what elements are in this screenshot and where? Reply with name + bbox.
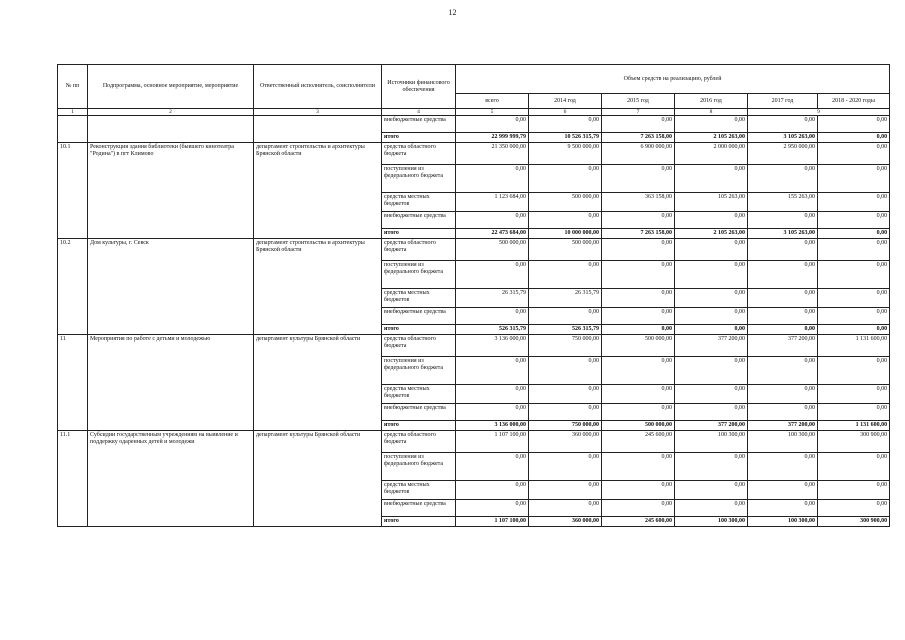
cell-amount: 0,00	[748, 116, 818, 133]
col-index: 7	[602, 109, 675, 116]
cell-name: Дом культуры, г. Севск	[88, 239, 254, 335]
cell-source: внебюджетные средства	[382, 212, 456, 229]
cell-amount: 0,00	[456, 481, 529, 500]
cell-amount: 0,00	[675, 325, 748, 335]
cell-amount: 750 000,00	[529, 421, 602, 431]
column-index-row	[58, 109, 890, 116]
cell-amount: 0,00	[602, 116, 675, 133]
cell-no: 10.2	[58, 239, 88, 335]
cell-amount: 0,00	[675, 481, 748, 500]
cell-source: итого	[382, 517, 456, 527]
cell-name: Реконструкция здания библиотеки (бывшего кинотеатра "Родина") в пгт Климово	[88, 143, 254, 239]
cell-amount: 300 900,00	[818, 431, 890, 453]
cell-source: итого	[382, 421, 456, 431]
cell-source: итого	[382, 229, 456, 239]
cell-amount: 0,00	[675, 212, 748, 229]
col-index: 9	[748, 109, 890, 116]
cell-amount: 750 000,00	[529, 335, 602, 357]
cell-amount: 500 000,00	[529, 193, 602, 212]
col-index: 5	[456, 109, 529, 116]
cell-source: средства местных бюджетов	[382, 289, 456, 308]
col-index: 8	[675, 109, 748, 116]
cell-name: Мероприятия по работе с детьми и молодежью	[88, 335, 254, 431]
table-row	[58, 335, 890, 357]
cell-amount: 500 000,00	[602, 335, 675, 357]
cell-amount: 0,00	[748, 481, 818, 500]
cell-amount: 1 107 100,00	[456, 517, 529, 527]
cell-amount: 3 136 000,00	[456, 335, 529, 357]
cell-amount: 26 315,79	[529, 289, 602, 308]
cell-amount: 1 131 600,00	[818, 421, 890, 431]
cell-amount: 2 105 263,00	[675, 133, 748, 143]
col-index: 6	[529, 109, 602, 116]
col-index: 4	[382, 109, 456, 116]
cell-amount: 100 300,00	[748, 431, 818, 453]
cell-executor: департамент культуры Брянской области	[254, 431, 382, 527]
cell-amount: 0,00	[529, 212, 602, 229]
cell-amount: 21 350 000,00	[456, 143, 529, 165]
cell-source: средства областного бюджета	[382, 431, 456, 453]
cell-name	[88, 116, 254, 143]
cell-amount: 0,00	[818, 289, 890, 308]
cell-amount: 3 105 263,00	[748, 133, 818, 143]
cell-amount: 0,00	[529, 404, 602, 421]
cell-source: средства местных бюджетов	[382, 481, 456, 500]
col-header-2014: 2014 год	[529, 94, 602, 109]
cell-amount: 0,00	[818, 239, 890, 261]
cell-amount: 245 600,00	[602, 431, 675, 453]
col-header-program: Подпрограмма, основное мероприятие, мероприятие	[88, 65, 254, 109]
funding-table	[57, 64, 890, 527]
cell-amount: 500 000,00	[456, 239, 529, 261]
cell-amount: 0,00	[748, 453, 818, 481]
cell-amount: 0,00	[456, 308, 529, 325]
cell-no: 11.1	[58, 431, 88, 527]
cell-amount: 0,00	[818, 229, 890, 239]
cell-source: поступления из федерального бюджета	[382, 453, 456, 481]
cell-amount: 10 526 315,79	[529, 133, 602, 143]
page-number: 12	[448, 8, 457, 17]
cell-amount: 0,00	[529, 308, 602, 325]
cell-executor: департамент строительства и архитектуры Брянской области	[254, 143, 382, 239]
cell-amount: 300 900,00	[818, 517, 890, 527]
cell-amount: 0,00	[456, 261, 529, 289]
cell-amount: 0,00	[529, 453, 602, 481]
cell-source: средства областного бюджета	[382, 239, 456, 261]
col-header-2017: 2017 год	[748, 94, 818, 109]
cell-amount: 0,00	[818, 143, 890, 165]
cell-amount: 0,00	[748, 289, 818, 308]
header-row	[58, 65, 890, 94]
cell-amount: 2 950 000,00	[748, 143, 818, 165]
cell-amount: 0,00	[602, 453, 675, 481]
cell-source: поступления из федерального бюджета	[382, 357, 456, 385]
cell-amount: 0,00	[602, 165, 675, 193]
cell-amount: 0,00	[529, 500, 602, 517]
cell-amount: 0,00	[748, 165, 818, 193]
cell-no	[58, 116, 88, 143]
col-index: 3	[254, 109, 382, 116]
cell-amount: 377 200,00	[748, 335, 818, 357]
cell-amount: 0,00	[675, 289, 748, 308]
cell-amount: 3 136 000,00	[456, 421, 529, 431]
cell-amount: 0,00	[818, 453, 890, 481]
cell-amount: 2 000 000,00	[675, 143, 748, 165]
cell-source: итого	[382, 325, 456, 335]
cell-amount: 360 000,00	[529, 431, 602, 453]
table-body	[58, 116, 890, 527]
cell-amount: 0,00	[602, 308, 675, 325]
cell-amount: 0,00	[456, 385, 529, 404]
cell-amount: 100 300,00	[675, 431, 748, 453]
cell-amount: 0,00	[748, 404, 818, 421]
col-header-2015: 2015 год	[602, 94, 675, 109]
col-header-volume: Объем средств на реализацию, рублей	[456, 65, 890, 94]
cell-amount: 100 300,00	[675, 517, 748, 527]
cell-amount: 0,00	[602, 261, 675, 289]
cell-amount: 0,00	[456, 453, 529, 481]
col-header-executor: Ответственный исполнитель, соисполнители	[254, 65, 382, 109]
cell-amount: 0,00	[748, 308, 818, 325]
cell-amount: 0,00	[602, 325, 675, 335]
cell-source: внебюджетные средства	[382, 308, 456, 325]
cell-amount: 0,00	[529, 165, 602, 193]
cell-amount: 0,00	[602, 385, 675, 404]
cell-no: 11	[58, 335, 88, 431]
table-row	[58, 431, 890, 453]
col-header-2018-2020: 2018 - 2020 годы	[818, 94, 890, 109]
cell-source: средства местных бюджетов	[382, 385, 456, 404]
cell-source: поступления из федерального бюджета	[382, 261, 456, 289]
cell-amount: 0,00	[456, 357, 529, 385]
cell-amount: 0,00	[675, 453, 748, 481]
col-index: 2	[88, 109, 254, 116]
cell-amount: 0,00	[456, 212, 529, 229]
cell-amount: 0,00	[602, 404, 675, 421]
cell-amount: 377 200,00	[675, 335, 748, 357]
table-row	[58, 116, 890, 133]
cell-amount: 100 300,00	[748, 517, 818, 527]
cell-amount: 0,00	[748, 261, 818, 289]
cell-no: 10.1	[58, 143, 88, 239]
cell-source: итого	[382, 133, 456, 143]
cell-amount: 377 200,00	[748, 421, 818, 431]
cell-amount: 377 200,00	[675, 421, 748, 431]
cell-amount: 0,00	[818, 404, 890, 421]
cell-amount: 245 600,00	[602, 517, 675, 527]
table-row	[58, 239, 890, 261]
cell-executor: департамент культуры Брянской области	[254, 335, 382, 431]
cell-amount: 0,00	[818, 193, 890, 212]
cell-amount: 0,00	[456, 500, 529, 517]
cell-amount: 0,00	[529, 385, 602, 404]
cell-amount: 0,00	[818, 165, 890, 193]
cell-amount: 0,00	[675, 165, 748, 193]
cell-source: внебюджетные средства	[382, 116, 456, 133]
cell-source: внебюджетные средства	[382, 404, 456, 421]
cell-amount: 105 263,00	[675, 193, 748, 212]
cell-amount: 526 315,79	[529, 325, 602, 335]
cell-amount: 1 123 684,00	[456, 193, 529, 212]
cell-amount: 0,00	[675, 385, 748, 404]
cell-amount: 7 263 158,00	[602, 229, 675, 239]
cell-amount: 0,00	[602, 239, 675, 261]
col-header-total: всего	[456, 94, 529, 109]
cell-amount: 0,00	[675, 404, 748, 421]
cell-amount: 0,00	[818, 481, 890, 500]
cell-amount: 360 000,00	[529, 517, 602, 527]
cell-amount: 0,00	[529, 357, 602, 385]
cell-amount: 0,00	[748, 385, 818, 404]
cell-amount: 0,00	[602, 212, 675, 229]
cell-amount: 0,00	[675, 308, 748, 325]
col-header-source: Источники финансового обеспечения	[382, 65, 456, 109]
cell-amount: 2 105 263,00	[675, 229, 748, 239]
cell-amount: 3 105 263,00	[748, 229, 818, 239]
cell-amount: 500 000,00	[529, 239, 602, 261]
cell-source: средства областного бюджета	[382, 143, 456, 165]
cell-amount: 7 263 158,00	[602, 133, 675, 143]
cell-source: внебюджетные средства	[382, 500, 456, 517]
col-header-no: № пп	[58, 65, 88, 109]
cell-amount: 0,00	[602, 289, 675, 308]
cell-amount: 0,00	[529, 261, 602, 289]
cell-amount: 0,00	[818, 357, 890, 385]
cell-amount: 0,00	[818, 500, 890, 517]
cell-amount: 6 900 000,00	[602, 143, 675, 165]
cell-amount: 22 473 684,00	[456, 229, 529, 239]
cell-amount: 500 000,00	[602, 421, 675, 431]
cell-amount: 0,00	[748, 500, 818, 517]
cell-amount: 9 500 000,00	[529, 143, 602, 165]
col-header-2016: 2016 год	[675, 94, 748, 109]
cell-amount: 1 107 100,00	[456, 431, 529, 453]
cell-amount: 0,00	[602, 357, 675, 385]
cell-amount: 0,00	[456, 116, 529, 133]
cell-executor: департамент строительства и архитектуры Брянской области	[254, 239, 382, 335]
cell-amount: 26 315,79	[456, 289, 529, 308]
cell-amount: 0,00	[748, 325, 818, 335]
cell-amount: 526 315,79	[456, 325, 529, 335]
cell-amount: 22 999 999,79	[456, 133, 529, 143]
cell-source: средства областного бюджета	[382, 335, 456, 357]
cell-amount: 0,00	[529, 116, 602, 133]
cell-amount: 0,00	[818, 261, 890, 289]
table-row	[58, 143, 890, 165]
cell-amount: 10 000 000,00	[529, 229, 602, 239]
cell-amount: 0,00	[675, 500, 748, 517]
cell-amount: 0,00	[748, 239, 818, 261]
cell-amount: 0,00	[818, 308, 890, 325]
cell-amount: 0,00	[748, 357, 818, 385]
cell-amount: 0,00	[675, 357, 748, 385]
cell-amount: 0,00	[602, 500, 675, 517]
cell-amount: 0,00	[456, 404, 529, 421]
cell-name: Субсидии государственным учреждениям на выявление и поддержку одаренных детей и молодежи	[88, 431, 254, 527]
cell-amount: 0,00	[675, 116, 748, 133]
cell-source: средства местных бюджетов	[382, 193, 456, 212]
cell-amount: 0,00	[818, 385, 890, 404]
cell-amount: 0,00	[602, 481, 675, 500]
cell-amount: 0,00	[818, 212, 890, 229]
cell-amount: 0,00	[456, 165, 529, 193]
cell-amount: 0,00	[529, 481, 602, 500]
cell-executor	[254, 116, 382, 143]
cell-source: поступления из федерального бюджета	[382, 165, 456, 193]
cell-amount: 1 131 600,00	[818, 335, 890, 357]
cell-amount: 363 158,00	[602, 193, 675, 212]
cell-amount: 0,00	[675, 261, 748, 289]
cell-amount: 0,00	[818, 325, 890, 335]
cell-amount: 0,00	[748, 212, 818, 229]
cell-amount: 0,00	[675, 239, 748, 261]
cell-amount: 155 263,00	[748, 193, 818, 212]
col-index: 1	[58, 109, 88, 116]
cell-amount: 0,00	[818, 116, 890, 133]
cell-amount: 0,00	[818, 133, 890, 143]
